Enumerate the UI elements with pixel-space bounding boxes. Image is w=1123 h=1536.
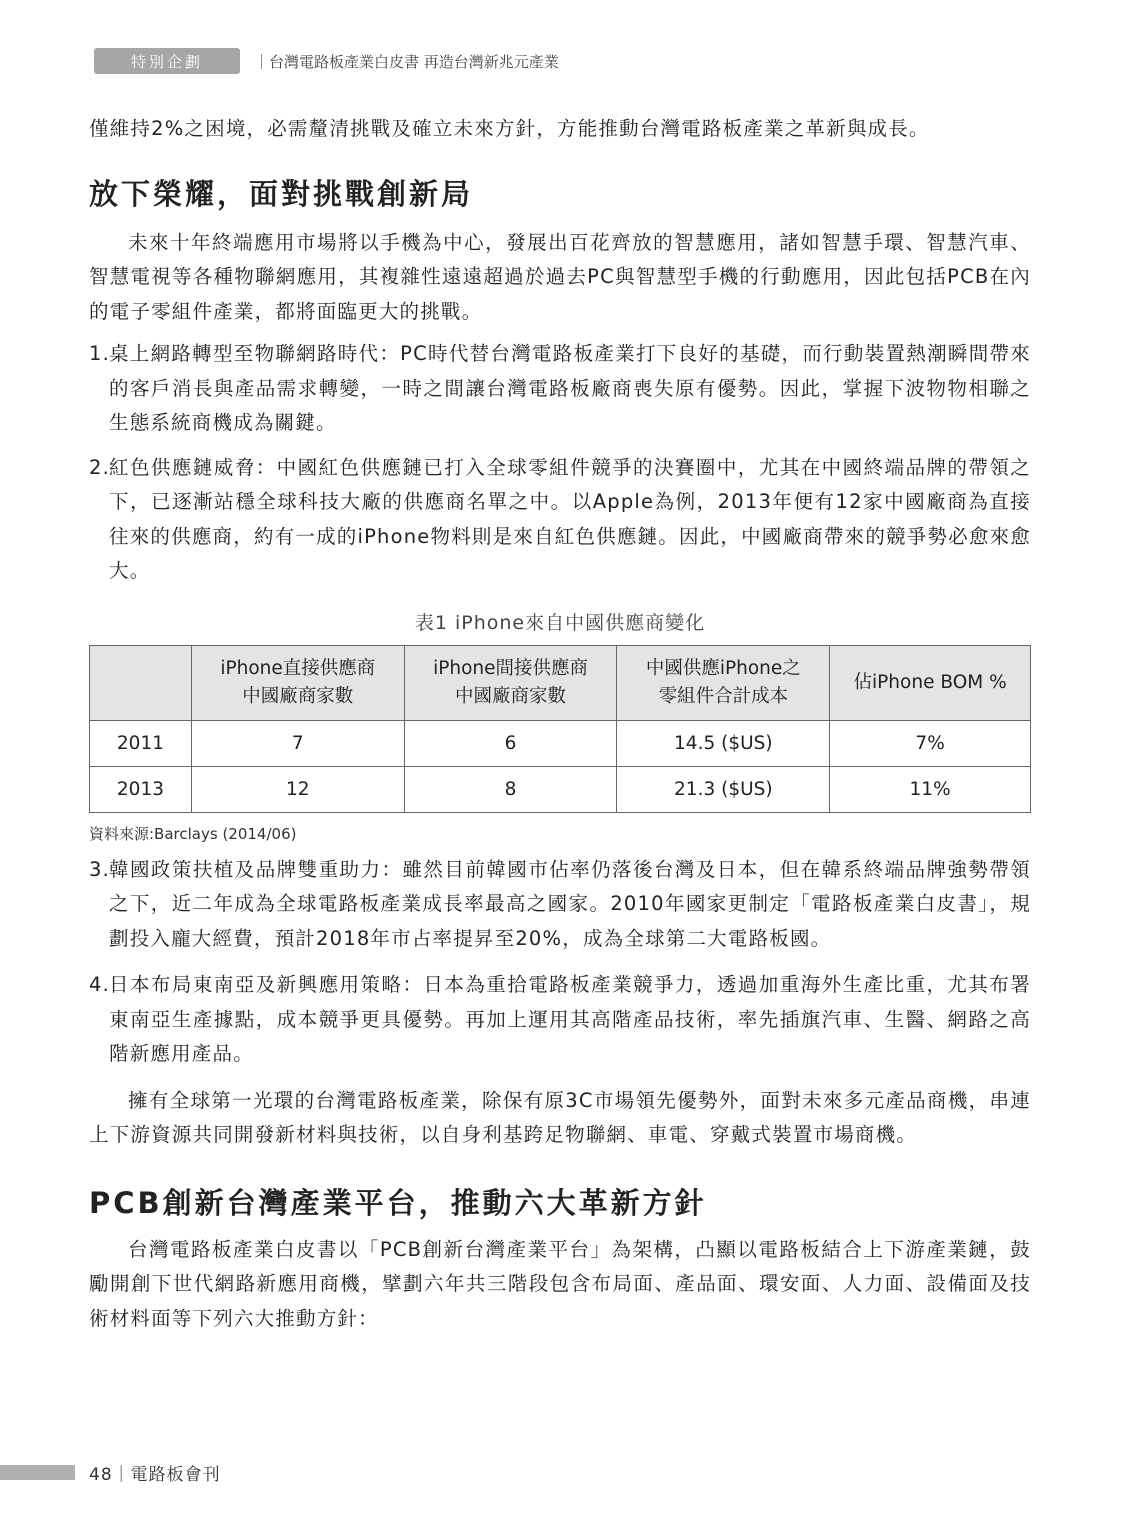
item-text: 桌上網路轉型至物聯網路時代：PC時代替台灣電路板產業打下良好的基礎，而行動裝置熱潮瞬間帶來的客戶消長與產品需求轉變，一時之間讓台灣電路板廠商喪失原有優勢。因此，掌握下波物物相聯之生態系統商機成為關鍵。 (109, 342, 1031, 434)
supplier-table (89, 645, 1031, 813)
section-tag: 特別企劃 (94, 48, 240, 74)
header-cell: 佔iPhone BOM % (830, 645, 1031, 720)
section1-heading: 放下榮耀，面對挑戰創新局 (89, 176, 474, 211)
page-footer (0, 1462, 221, 1485)
table-row (90, 766, 1031, 812)
header-cell: iPhone直接供應商 中國廠商家數 (191, 645, 404, 720)
header-cell: iPhone間接供應商 中國廠商家數 (404, 645, 617, 720)
header-cell: 中國供應iPhone之 零組件合計成本 (617, 645, 830, 720)
table-cell: 2011 (90, 720, 192, 766)
numbered-item-3 (89, 853, 1031, 957)
item-number: 1. (89, 342, 111, 365)
page-number: 48 (89, 1464, 113, 1485)
section1-paragraph: 未來十年終端應用市場將以手機為中心，發展出百花齊放的智慧應用，諸如智慧手環、智慧汽車、智慧電視等各種物聯網應用，其複雜性遠遠超過於過去PC與智慧型手機的行動應用，因此包括PCB在內的電子零組件產業，都將面臨更大的挑戰。 (89, 230, 1031, 323)
journal-name: 電路板會刊 (130, 1464, 221, 1485)
section2-paragraph: 台灣電路板產業白皮書以「PCB創新台灣產業平台」為架構，凸顯以電路板結合上下游產業鏈，鼓勵開創下世代網路新應用商機，擘劃六年共三階段包含布局面、產品面、環安面、人力面、設備面及技術材料面等下列六大推動方針： (89, 1237, 1031, 1330)
item-text: 紅色供應鏈威脅：中國紅色供應鏈已打入全球零組件競爭的決賽圈中，尤其在中國終端品牌的帶領之下，已逐漸站穩全球科技大廠的供應商名單之中。以Apple為例，2013年便有12家中國廠商為直接往來的供應商，約有一成的iPhone物料則是來自紅色供應鏈。因此，中國廠商帶來的競爭勢必愈來愈大。 (109, 455, 1031, 582)
item-number: 4. (89, 973, 111, 996)
table-cell: 11% (830, 766, 1031, 812)
table-source: 資料來源:Barclays (2014/06) (89, 824, 297, 843)
footer-text: 48｜電路板會刊 (89, 1464, 221, 1485)
item-text: 日本布局東南亞及新興應用策略：日本為重拾電路板產業競爭力，透過加重海外生產比重，尤其布署東南亞生產據點，成本競爭更具優勢。再加上運用其高階產品技術，率先插旗汽車、生醫、網路之高階新應用產品。 (109, 973, 1031, 1065)
header-title: ｜台灣電路板產業白皮書 再造台灣新兆元產業 (254, 52, 559, 71)
table-cell: 12 (191, 766, 404, 812)
table-cell: 21.3 ($US) (617, 766, 830, 812)
table-cell: 7% (830, 720, 1031, 766)
header-cell-blank (90, 645, 192, 720)
intro-line: 僅維持2%之困境，必需釐清挑戰及確立未來方針，方能推動台灣電路板產業之革新與成長。 (89, 117, 930, 140)
table-header-row (90, 645, 1031, 720)
table-caption: 表1 iPhone來自中國供應商變化 (414, 611, 706, 634)
numbered-item-1 (89, 337, 1031, 441)
footer-bar (0, 1465, 75, 1480)
article-body (89, 112, 1031, 1336)
table-cell: 7 (191, 720, 404, 766)
page-header (94, 48, 559, 74)
table-cell: 2013 (90, 766, 192, 812)
numbered-item-4 (89, 968, 1031, 1072)
table-cell: 8 (404, 766, 617, 812)
table-cell: 6 (404, 720, 617, 766)
item-number: 2. (89, 455, 111, 479)
section1-closing-paragraph: 擁有全球第一光環的台灣電路板產業，除保有原3C市場領先優勢外，面對未來多元產品商機，串連上下游資源共同開發新材料與技術，以自身利基跨足物聯網、車電、穿戴式裝置市場商機。 (89, 1088, 1031, 1146)
table-row (90, 720, 1031, 766)
numbered-item-2 (89, 451, 1031, 589)
item-text: 韓國政策扶植及品牌雙重助力：雖然目前韓國市佔率仍落後台灣及日本，但在韓系終端品牌強勢帶領之下，近二年成為全球電路板產業成長率最高之國家。2010年國家更制定「電路板產業白皮書」，規劃投入龐大經費，預計2018年市占率提昇至20%，成為全球第二大電路板國。 (109, 857, 1031, 950)
item-number: 3. (89, 857, 111, 881)
table-cell: 14.5 ($US) (617, 720, 830, 766)
section2-heading: PCB創新台灣產業平台，推動六大革新方針 (89, 1185, 707, 1220)
